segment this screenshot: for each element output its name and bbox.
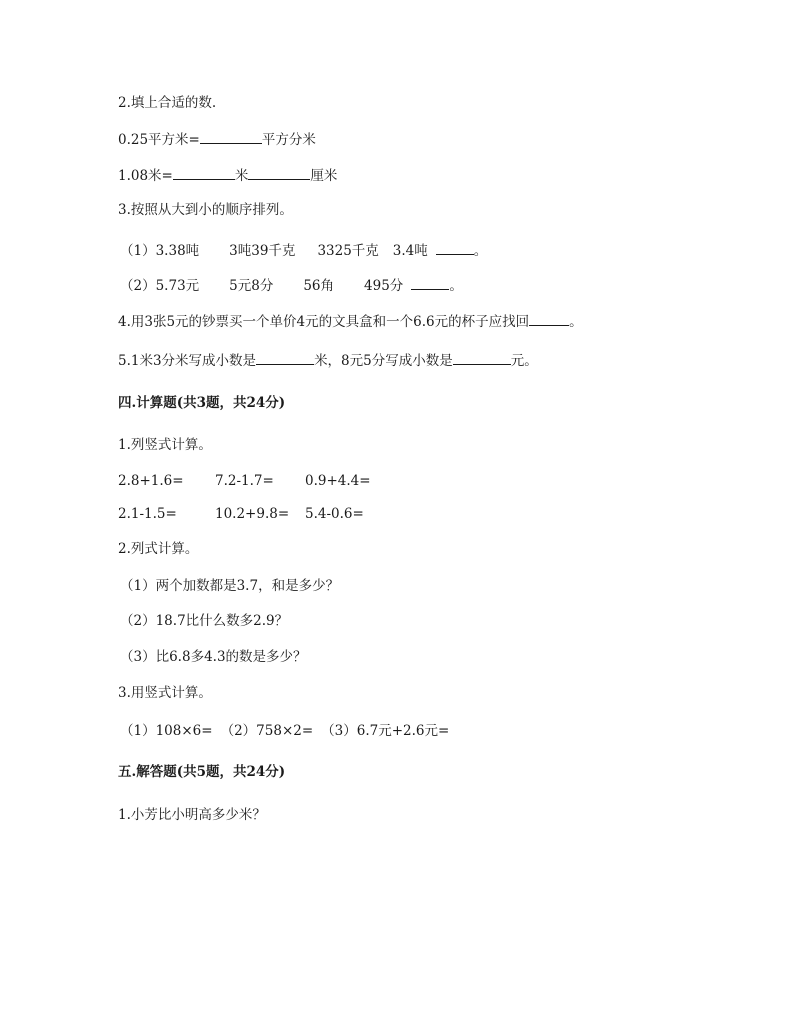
answer-blank[interactable] (200, 130, 262, 144)
answer-blank[interactable] (173, 166, 235, 180)
s4-p1-row1 (118, 472, 371, 490)
q2-line2-suffix: 厘米 (310, 168, 338, 184)
q2-title: 2.填上合适的数. (118, 95, 217, 111)
calc-item: 2.1-1.5= (118, 506, 177, 522)
q2-line1-prefix: 0.25平方米= (118, 132, 200, 148)
q2-line2-prefix: 1.08米= (118, 168, 173, 184)
s4-p2-item (120, 648, 307, 666)
q2-line1 (118, 130, 316, 149)
q3-row2 (120, 276, 463, 295)
q3-row1-item: 3.38吨 (155, 243, 200, 259)
item-label: （3） (120, 649, 156, 665)
calc-item: 2.8+1.6= (118, 473, 184, 489)
section4-heading: 四.计算题(共3题，共24分) (118, 395, 286, 411)
item-label: （2） (220, 723, 257, 739)
item-label: （1） (120, 723, 156, 739)
q4-line (118, 312, 583, 331)
q3-row1-label: （1） (120, 243, 156, 259)
answer-blank[interactable] (256, 351, 314, 365)
q5-mid: 米，8元5分写成小数是 (314, 353, 453, 369)
q3-row2-item: 5元8分 (229, 278, 274, 294)
q5-line (118, 351, 538, 370)
q3-row2-end: 。 (449, 278, 463, 294)
answer-blank[interactable] (436, 241, 474, 255)
calc-item: 5.4-0.6= (305, 506, 364, 522)
q3-title: 3.按照从大到小的顺序排列。 (118, 202, 293, 218)
q3-row1-item: 3吨39千克 (229, 243, 296, 259)
s4-p1-row2 (118, 505, 364, 523)
q5-suffix: 元。 (510, 353, 538, 369)
s4-p3-title: 3.用竖式计算。 (118, 685, 212, 701)
q4-text: 4.用3张5元的钞票买一个单价4元的文具盒和一个6.6元的杯子应找回 (118, 314, 530, 330)
q3-row1-end: 。 (473, 243, 488, 259)
q3-row1-item: 3325千克 (317, 243, 379, 259)
item-text: 6.7元+2.6元= (356, 723, 450, 739)
q2-line1-suffix: 平方分米 (261, 132, 316, 148)
q3-row2-item: 5.73元 (155, 278, 200, 294)
answer-blank[interactable] (248, 166, 310, 180)
answer-blank[interactable] (411, 276, 449, 290)
s4-p2-item (120, 577, 339, 595)
q4-end: 。 (569, 314, 583, 330)
q3-row2-label: （2） (120, 278, 156, 294)
s4-p2-title: 2.列式计算。 (118, 541, 199, 557)
calc-item: 7.2-1.7= (215, 473, 274, 489)
section5-heading: 五.解答题(共5题，共24分) (118, 764, 286, 780)
q3-row1 (120, 241, 487, 260)
q2-line2-mid: 米 (234, 168, 249, 184)
answer-blank[interactable] (529, 312, 569, 326)
calc-item: 0.9+4.4= (305, 473, 371, 489)
item-text: 两个加数都是3.7，和是多少？ (155, 578, 340, 594)
s5-p1-title: 1.小芳比小明高多少米？ (118, 807, 266, 823)
item-text: 108×6= (155, 723, 213, 739)
item-label: （2） (120, 613, 156, 629)
item-label: （1） (120, 578, 156, 594)
s4-p2-item (120, 612, 288, 630)
calc-item: 10.2+9.8= (215, 506, 290, 522)
q5-prefix: 5.1米3分米写成小数是 (118, 353, 257, 369)
s4-p3-row (120, 722, 449, 740)
q3-row2-item: 56角 (303, 278, 335, 294)
s4-p1-title: 1.列竖式计算。 (118, 437, 212, 453)
q2-line2 (118, 166, 337, 185)
item-text: 18.7比什么数多2.9？ (155, 613, 289, 629)
answer-blank[interactable] (453, 351, 511, 365)
q3-row1-item: 3.4吨 (392, 243, 428, 259)
q3-row2-item: 495分 (364, 278, 404, 294)
item-text: 比6.8多4.3的数是多少？ (155, 649, 307, 665)
item-text: 758×2= (256, 723, 314, 739)
item-label: （3） (321, 723, 357, 739)
